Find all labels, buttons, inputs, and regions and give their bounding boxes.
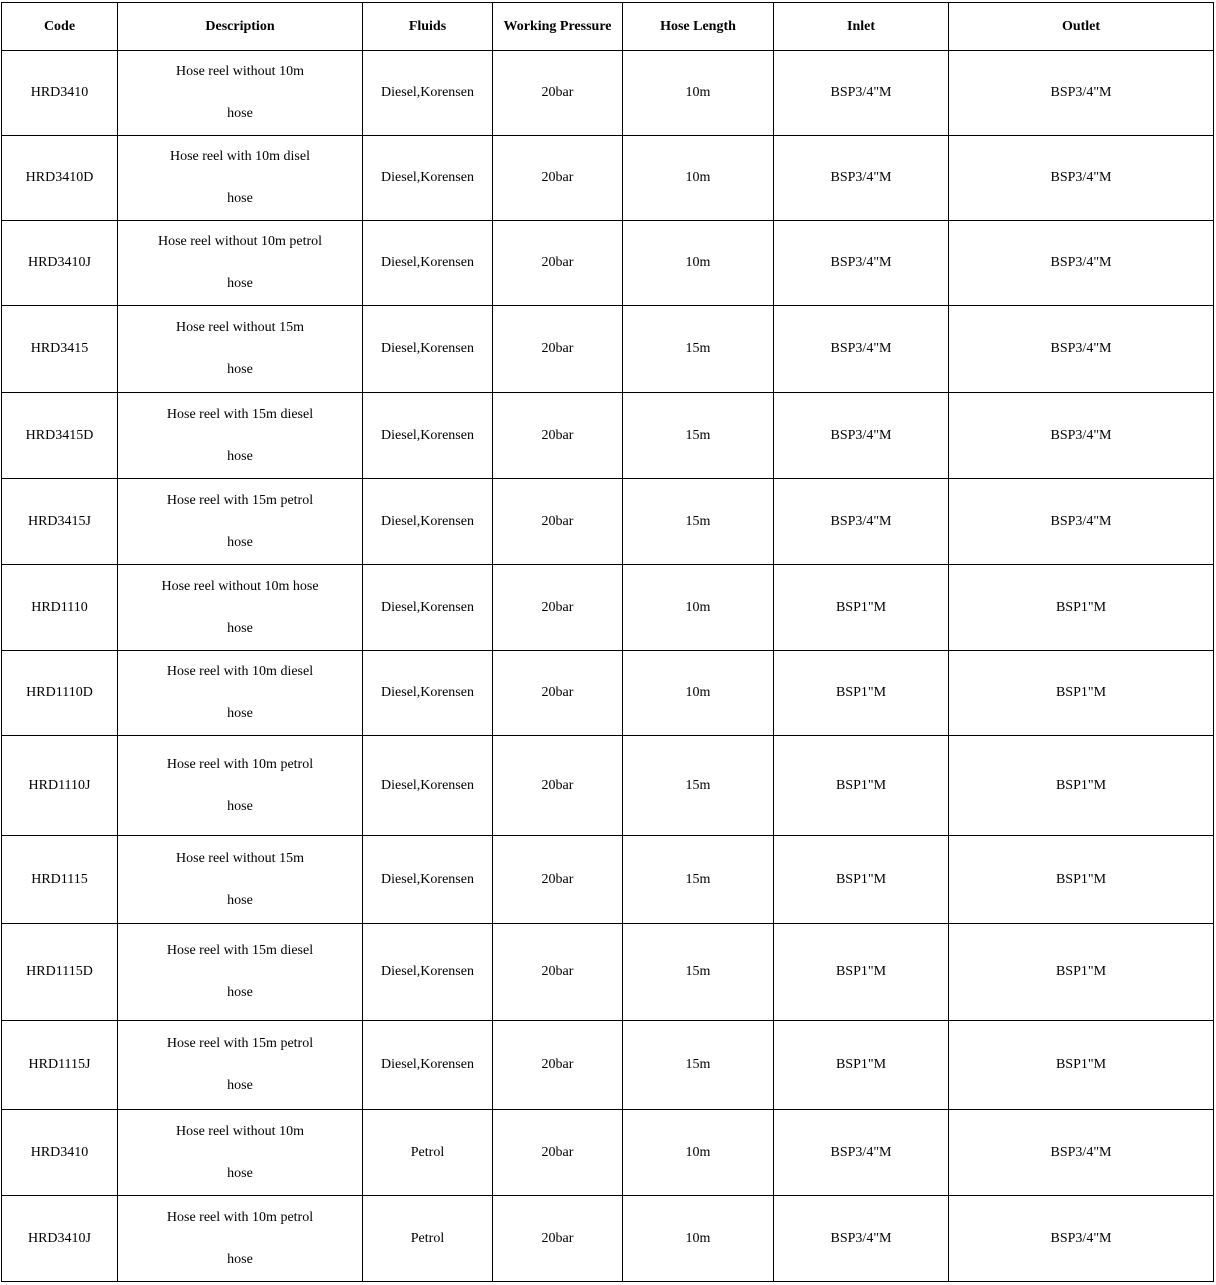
header-fluids: Fluids bbox=[363, 3, 493, 51]
cell-working-pressure: 20bar bbox=[493, 51, 623, 136]
cell-working-pressure: 20bar bbox=[493, 221, 623, 306]
cell-inlet: BSP3/4"M bbox=[774, 1110, 949, 1196]
table-row bbox=[2, 924, 1214, 1021]
cell-fluids: Petrol bbox=[363, 1110, 493, 1196]
cell-description bbox=[118, 1021, 363, 1110]
cell-fluids: Diesel,Korensen bbox=[363, 393, 493, 479]
table-row bbox=[2, 565, 1214, 651]
cell-description bbox=[118, 479, 363, 565]
table-row bbox=[2, 221, 1214, 306]
description-line-1: Hose reel without 15m bbox=[176, 850, 304, 866]
cell-inlet: BSP3/4"M bbox=[774, 306, 949, 393]
cell-working-pressure: 20bar bbox=[493, 393, 623, 479]
description-line-1: Hose reel with 10m petrol bbox=[166, 756, 314, 772]
cell-outlet: BSP3/4"M bbox=[949, 1196, 1214, 1282]
cell-fluids: Diesel,Korensen bbox=[363, 736, 493, 836]
table-row bbox=[2, 51, 1214, 136]
cell-code: HRD3410J bbox=[2, 1196, 118, 1282]
description-line-1: Hose reel without 10m bbox=[176, 1123, 304, 1139]
table-row bbox=[2, 393, 1214, 479]
cell-description bbox=[118, 651, 363, 736]
cell-code: HRD1110 bbox=[2, 565, 118, 651]
description-line-1: Hose reel with 15m diesel bbox=[166, 406, 314, 422]
cell-description bbox=[118, 136, 363, 221]
table-row bbox=[2, 306, 1214, 393]
cell-inlet: BSP1"M bbox=[774, 565, 949, 651]
description-line-2: hose bbox=[227, 798, 253, 814]
description-line-1: Hose reel without 10m bbox=[176, 64, 304, 79]
table-row bbox=[2, 736, 1214, 836]
description-line-1: Hose reel without 10m petrol bbox=[157, 234, 323, 249]
cell-description bbox=[118, 924, 363, 1021]
cell-outlet: BSP1"M bbox=[949, 1021, 1214, 1110]
header-outlet: Outlet bbox=[949, 3, 1214, 51]
header-code: Code bbox=[2, 3, 118, 51]
cell-working-pressure: 20bar bbox=[493, 736, 623, 836]
table-row bbox=[2, 836, 1214, 924]
table-row bbox=[2, 479, 1214, 565]
cell-fluids: Petrol bbox=[363, 1196, 493, 1282]
cell-code: HRD3410D bbox=[2, 136, 118, 221]
description-line-1: Hose reel with 10m diesel bbox=[166, 664, 314, 679]
cell-outlet: BSP3/4"M bbox=[949, 221, 1214, 306]
cell-fluids: Diesel,Korensen bbox=[363, 221, 493, 306]
hose-reel-spec-table bbox=[1, 2, 1214, 1282]
description-line-1: Hose reel with 10m disel bbox=[170, 149, 310, 164]
cell-description bbox=[118, 1110, 363, 1196]
cell-working-pressure: 20bar bbox=[493, 836, 623, 924]
cell-hose-length: 10m bbox=[623, 565, 774, 651]
description-line-2: hose bbox=[227, 534, 253, 550]
cell-hose-length: 10m bbox=[623, 651, 774, 736]
cell-description bbox=[118, 221, 363, 306]
cell-working-pressure: 20bar bbox=[493, 651, 623, 736]
description-line-1: Hose reel with 10m petrol bbox=[166, 1209, 314, 1225]
cell-description bbox=[118, 565, 363, 651]
cell-code: HRD3410 bbox=[2, 51, 118, 136]
description-line-2: hose bbox=[227, 1165, 253, 1181]
cell-outlet: BSP1"M bbox=[949, 565, 1214, 651]
header-row bbox=[2, 3, 1214, 51]
cell-inlet: BSP3/4"M bbox=[774, 1196, 949, 1282]
cell-working-pressure: 20bar bbox=[493, 306, 623, 393]
description-line-1: Hose reel with 15m petrol bbox=[166, 492, 314, 508]
cell-description bbox=[118, 393, 363, 479]
cell-description bbox=[118, 1196, 363, 1282]
cell-inlet: BSP1"M bbox=[774, 836, 949, 924]
description-line-2: hose bbox=[227, 191, 253, 206]
cell-description bbox=[118, 306, 363, 393]
cell-code: HRD1115 bbox=[2, 836, 118, 924]
cell-inlet: BSP1"M bbox=[774, 736, 949, 836]
cell-outlet: BSP3/4"M bbox=[949, 136, 1214, 221]
cell-hose-length: 15m bbox=[623, 393, 774, 479]
cell-outlet: BSP1"M bbox=[949, 651, 1214, 736]
cell-working-pressure: 20bar bbox=[493, 1196, 623, 1282]
cell-inlet: BSP3/4"M bbox=[774, 51, 949, 136]
description-line-1: Hose reel with 15m diesel bbox=[166, 943, 314, 958]
cell-code: HRD1110J bbox=[2, 736, 118, 836]
description-line-2: hose bbox=[227, 892, 253, 908]
header-working-pressure: Working Pressure bbox=[493, 3, 623, 51]
description-line-2: hose bbox=[227, 620, 253, 636]
cell-fluids: Diesel,Korensen bbox=[363, 136, 493, 221]
description-line-2: hose bbox=[227, 106, 253, 121]
cell-code: HRD3415 bbox=[2, 306, 118, 393]
cell-outlet: BSP3/4"M bbox=[949, 393, 1214, 479]
cell-fluids: Diesel,Korensen bbox=[363, 565, 493, 651]
description-line-2: hose bbox=[227, 1078, 253, 1093]
description-line-1: Hose reel without 10m hose bbox=[161, 578, 319, 594]
cell-working-pressure: 20bar bbox=[493, 136, 623, 221]
description-line-1: Hose reel without 15m bbox=[176, 320, 304, 335]
cell-description bbox=[118, 51, 363, 136]
table-row bbox=[2, 1196, 1214, 1282]
header-hose-length: Hose Length bbox=[623, 3, 774, 51]
cell-fluids: Diesel,Korensen bbox=[363, 479, 493, 565]
cell-hose-length: 15m bbox=[623, 479, 774, 565]
cell-code: HRD1115D bbox=[2, 924, 118, 1021]
cell-hose-length: 10m bbox=[623, 221, 774, 306]
cell-hose-length: 15m bbox=[623, 924, 774, 1021]
cell-inlet: BSP1"M bbox=[774, 924, 949, 1021]
table-row bbox=[2, 1021, 1214, 1110]
cell-hose-length: 15m bbox=[623, 836, 774, 924]
cell-outlet: BSP1"M bbox=[949, 736, 1214, 836]
cell-code: HRD3410J bbox=[2, 221, 118, 306]
cell-working-pressure: 20bar bbox=[493, 565, 623, 651]
cell-code: HRD3410 bbox=[2, 1110, 118, 1196]
cell-inlet: BSP3/4"M bbox=[774, 136, 949, 221]
cell-working-pressure: 20bar bbox=[493, 924, 623, 1021]
cell-outlet: BSP3/4"M bbox=[949, 1110, 1214, 1196]
cell-inlet: BSP3/4"M bbox=[774, 221, 949, 306]
cell-fluids: Diesel,Korensen bbox=[363, 51, 493, 136]
cell-hose-length: 10m bbox=[623, 1196, 774, 1282]
table-row bbox=[2, 1110, 1214, 1196]
table-row bbox=[2, 136, 1214, 221]
description-line-2: hose bbox=[227, 448, 253, 464]
table-row bbox=[2, 651, 1214, 736]
description-line-1: Hose reel with 15m petrol bbox=[166, 1036, 314, 1051]
cell-working-pressure: 20bar bbox=[493, 1021, 623, 1110]
cell-code: HRD1115J bbox=[2, 1021, 118, 1110]
cell-fluids: Diesel,Korensen bbox=[363, 306, 493, 393]
description-line-2: hose bbox=[227, 706, 253, 721]
description-line-2: hose bbox=[227, 362, 253, 377]
description-line-2: hose bbox=[227, 1251, 253, 1267]
cell-hose-length: 10m bbox=[623, 51, 774, 136]
cell-inlet: BSP1"M bbox=[774, 1021, 949, 1110]
cell-fluids: Diesel,Korensen bbox=[363, 836, 493, 924]
cell-fluids: Diesel,Korensen bbox=[363, 1021, 493, 1110]
description-line-2: hose bbox=[227, 985, 253, 1000]
cell-outlet: BSP3/4"M bbox=[949, 306, 1214, 393]
cell-code: HRD3415D bbox=[2, 393, 118, 479]
description-line-2: hose bbox=[227, 276, 253, 291]
cell-hose-length: 10m bbox=[623, 1110, 774, 1196]
cell-description bbox=[118, 836, 363, 924]
cell-outlet: BSP3/4"M bbox=[949, 479, 1214, 565]
cell-hose-length: 15m bbox=[623, 736, 774, 836]
cell-code: HRD3415J bbox=[2, 479, 118, 565]
cell-inlet: BSP3/4"M bbox=[774, 479, 949, 565]
cell-fluids: Diesel,Korensen bbox=[363, 651, 493, 736]
cell-working-pressure: 20bar bbox=[493, 1110, 623, 1196]
cell-outlet: BSP1"M bbox=[949, 924, 1214, 1021]
cell-hose-length: 15m bbox=[623, 306, 774, 393]
header-description: Description bbox=[118, 3, 363, 51]
cell-hose-length: 10m bbox=[623, 136, 774, 221]
cell-inlet: BSP3/4"M bbox=[774, 393, 949, 479]
cell-description bbox=[118, 736, 363, 836]
cell-working-pressure: 20bar bbox=[493, 479, 623, 565]
cell-code: HRD1110D bbox=[2, 651, 118, 736]
cell-fluids: Diesel,Korensen bbox=[363, 924, 493, 1021]
cell-inlet: BSP1"M bbox=[774, 651, 949, 736]
cell-outlet: BSP1"M bbox=[949, 836, 1214, 924]
cell-hose-length: 15m bbox=[623, 1021, 774, 1110]
header-inlet: Inlet bbox=[774, 3, 949, 51]
cell-outlet: BSP3/4"M bbox=[949, 51, 1214, 136]
